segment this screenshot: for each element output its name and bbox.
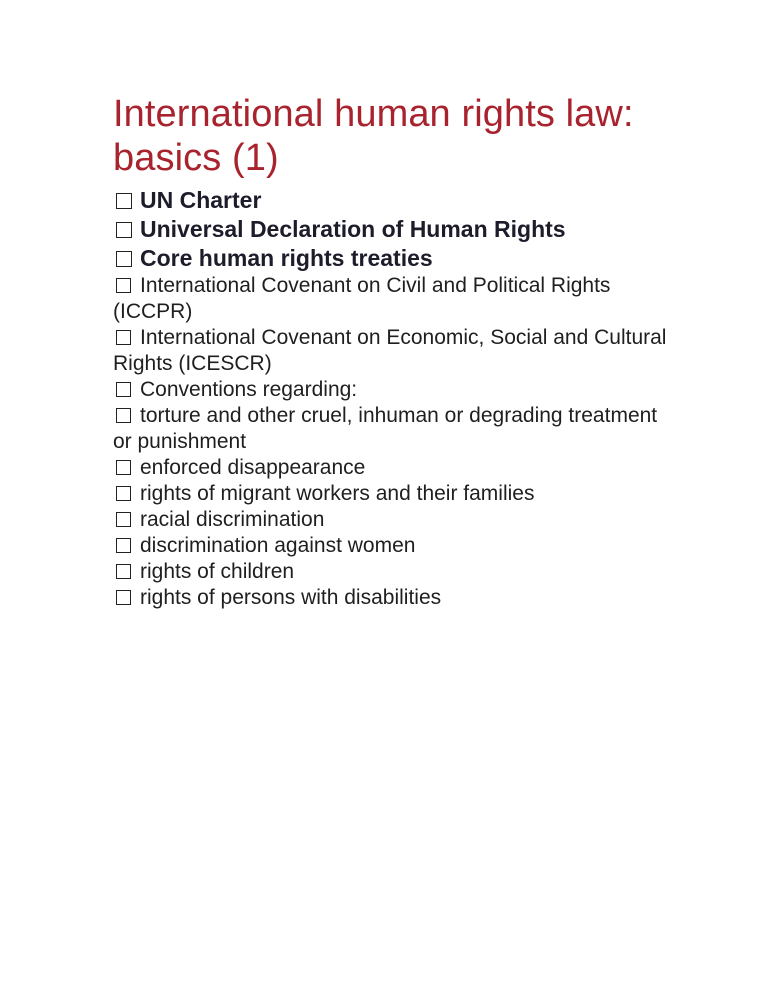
checkbox-icon [116, 330, 131, 345]
list-item [113, 559, 673, 585]
list-item-text: Core human rights treaties [140, 245, 433, 271]
list-item-text: International Covenant on Economic, Social and Cultural Rights (ICESCR) [113, 326, 667, 375]
document-page [113, 92, 673, 611]
list-item-text: rights of persons with disabilities [140, 586, 442, 609]
page-title: International human rights law: basics (1) [113, 93, 634, 179]
list-item-text: Conventions regarding: [140, 378, 358, 401]
checkbox-icon [116, 222, 132, 238]
list-item [113, 325, 673, 377]
list-item-text: UN Charter [140, 187, 262, 213]
list-item-text: rights of children [140, 560, 295, 583]
checkbox-icon [116, 486, 131, 501]
list-item [113, 273, 673, 325]
list-item-text: rights of migrant workers and their families [140, 482, 535, 505]
list-item [113, 533, 673, 559]
checkbox-icon [116, 408, 131, 423]
list-item-text: enforced disappearance [140, 456, 366, 479]
list-item [113, 507, 673, 533]
checkbox-icon [116, 278, 131, 293]
checkbox-icon [116, 251, 132, 267]
list-item-text: torture and other cruel, inhuman or degrading treatment or punishment [113, 404, 658, 453]
checkbox-icon [116, 382, 131, 397]
checkbox-icon [116, 512, 131, 527]
main-list [113, 186, 673, 273]
list-item [113, 403, 673, 455]
list-item-text: discrimination against women [140, 534, 416, 557]
checkbox-icon [116, 590, 131, 605]
checkbox-icon [116, 193, 132, 209]
sub-list [113, 273, 673, 611]
list-item-text: Universal Declaration of Human Rights [140, 216, 566, 242]
checkbox-icon [116, 460, 131, 475]
list-item [113, 244, 673, 273]
list-item-text: racial discrimination [140, 508, 325, 531]
list-item-text: International Covenant on Civil and Political Rights (ICCPR) [113, 274, 611, 323]
checkbox-icon [116, 564, 131, 579]
checkbox-icon [116, 538, 131, 553]
list-item [113, 186, 673, 215]
list-item [113, 377, 673, 403]
list-item [113, 455, 673, 481]
list-item [113, 481, 673, 507]
list-item [113, 215, 673, 244]
list-item [113, 585, 673, 611]
